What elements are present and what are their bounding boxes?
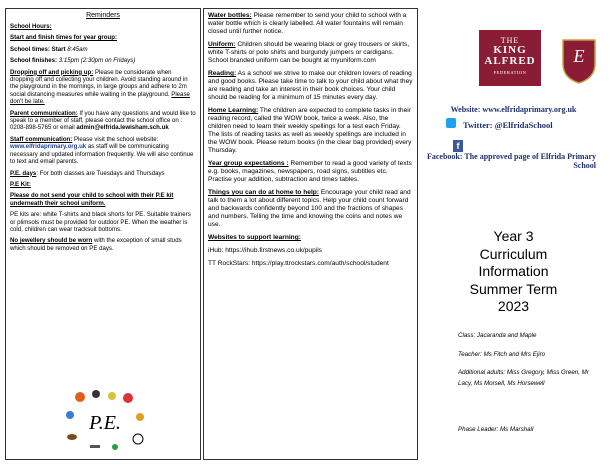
teacher-text: Teacher: Ms Fitch and Mrs Ejiro	[458, 351, 546, 358]
reading-paragraph	[208, 70, 413, 102]
expectations-text: Remember to read a good variety of texts e.g. books, magazines, newspapers, road signs, subtitles etc. Practise your addition, subtraction and times tables.	[208, 160, 412, 183]
help-at-home-heading: Things you can do at home to help:	[208, 189, 319, 196]
parent-communication-paragraph	[10, 110, 196, 132]
school-finish-label: School finishes:	[10, 57, 59, 65]
jewellery-heading: No jewellery should be worn	[10, 237, 93, 245]
school-finish-time: 3:15pm (2:30pm on Fridays)	[58, 57, 136, 65]
svg-text:E: E	[573, 46, 585, 66]
water-bottles-paragraph	[208, 12, 413, 36]
start-finish-heading: Start and finish times for year group:	[10, 34, 117, 42]
uniform-heading: Uniform:	[208, 41, 236, 48]
ttrockstars-link[interactable]: TT RockStars: https://play.ttrockstars.com/auth/school/student	[208, 260, 389, 267]
parent-communication-heading: Parent communication:	[10, 109, 78, 117]
logo-line-1: THE	[500, 36, 520, 45]
pe-kit-heading: P.E Kit:	[10, 180, 31, 188]
title-information: Information	[478, 263, 549, 279]
websites-heading: Websites to support learning:	[208, 234, 301, 241]
logo-line-4: FEDERATION	[493, 70, 527, 75]
pe-kit-note: Please do not send your child to school with their P.E kit underneath their school uniform.	[10, 192, 174, 207]
help-at-home-paragraph	[208, 189, 413, 229]
pe-sports-image	[60, 387, 150, 457]
title-year: Year 3	[493, 228, 534, 244]
drop-off-text: Please be considerate when dropping off and collecting your children. Avoid standing around in the playground in the mornings, in large groups and adhere to 2m social distancing measures while waiting in the playground.	[10, 68, 188, 98]
jewellery-text: with the exception of small studs which should be removed on PE days.	[10, 237, 182, 252]
expectations-paragraph	[208, 160, 413, 184]
water-bottles-heading: Water bottles:	[208, 12, 252, 19]
dont-be-late-text: Please don't be late.	[10, 90, 190, 106]
water-bottles-text: Please remember to send your child to school with a water bottle which is clearly labelled. All water fountains will remain closed until further notice.	[208, 12, 407, 35]
office-email-link[interactable]: admin@elfrida.lewisham.sch.uk	[76, 124, 169, 132]
staff-communication-text-2: as staff will be communicating necessary and updated information frequently. We will also continue to text and email parents.	[10, 143, 194, 166]
additional-adults-text: Additional adults: Miss Gregory, Miss Green, Mr Lacy, Ms Morsell, Ms Horsewell	[458, 369, 589, 387]
help-at-home-text: Encourage your child read and talk to them a lot about different topics. Help your child count forward and backwards confidently beyond 100 and the fractions of shapes and numbers. Telling the time and knowing the coins and notes we use.	[208, 189, 411, 228]
title-year-number: 2023	[497, 298, 530, 314]
school-start-label: School times: Start	[10, 45, 68, 53]
school-hours-heading: School Hours:	[10, 23, 52, 30]
king-alfred-federation-logo	[479, 30, 541, 86]
drop-off-heading: Dropping off and picking up:	[10, 68, 94, 76]
uniform-text: Children should be wearing black or grey trousers or skirts, white T-shirts or polo shirts and burgundy jumpers or cardigans. School branded uniform can be bought at myuniform.com	[208, 41, 410, 64]
facebook-icon: f	[453, 140, 463, 152]
logo-line-3: ALFRED	[484, 55, 536, 67]
reading-text: As a school we strive to make our children lovers of reading and good books. Please take time to talk to your child about what they are reading and take an interest in their book choices. Your child should be reading for a minimum of 15 minutes every day.	[208, 70, 413, 101]
phase-leader-text: Phase Leader: Ms Marshall	[458, 426, 534, 433]
pe-days-paragraph	[10, 170, 196, 177]
parent-communication-text: If you have any questions and would like to speak to a member of staff, please contact the school office on : 0208-898-5765 or email	[10, 109, 196, 132]
logo-line-2: KING	[493, 44, 527, 56]
reminders-title: Reminders	[86, 12, 120, 19]
school-start-time: 8:45am	[67, 45, 88, 53]
ihub-link[interactable]: iHub: https://ihub.firstnews.co.uk/pupils	[208, 247, 322, 254]
pe-kit-text: PE kits are: white T-shirts and black shorts for PE. Suitable trainers or plimsols must be provided for outdoor PE. When the weather is cold, children can wear tracksuit bottoms.	[10, 211, 191, 233]
cover-column	[421, 8, 606, 460]
facebook-text[interactable]: Facebook: The approved page of Elfrida Primary School	[426, 152, 596, 170]
school-website-link[interactable]: www.elfridaprimary.org.uk	[10, 143, 87, 151]
drop-off-paragraph	[10, 69, 196, 106]
reading-heading: Reading:	[208, 70, 237, 77]
home-learning-text: The children are expected to complete tasks in their reading record, called the WOW book, twice a week. Also, the children need to learn their weekly spellings for a test each Friday. The lists of reading tasks as well as weekly spellings are included in the WOW book. Please return books (in the clear bag provided) every Thursday.	[208, 107, 412, 154]
jewellery-paragraph	[10, 237, 196, 252]
expectations-heading: Year group expectations :	[208, 160, 289, 167]
information-column	[203, 8, 418, 460]
home-learning-heading: Home Learning:	[208, 107, 259, 114]
uniform-paragraph	[208, 41, 413, 65]
title-curriculum: Curriculum	[479, 245, 548, 262]
elfrida-crest-logo	[561, 38, 597, 84]
reminders-column	[5, 8, 201, 460]
home-learning-paragraph	[208, 107, 413, 155]
staff-communication-heading: Staff communication:	[10, 135, 73, 143]
title-term: Summer Term	[469, 280, 558, 297]
staff-communication-paragraph	[10, 136, 196, 166]
class-text: Class: Jacaranda and Maple	[458, 332, 537, 339]
pe-days-text: : For both classes are Tuesdays and Thursdays	[36, 169, 165, 177]
twitter-handle[interactable]: Twitter: @ElfridaSchool	[463, 120, 553, 130]
pe-days-heading: P.E. days	[10, 169, 37, 177]
document-title	[421, 228, 606, 316]
pe-image-text: P.E.	[89, 412, 121, 434]
website-text[interactable]: Website: www.elfridaprimary.org.uk	[450, 105, 577, 114]
twitter-icon	[446, 118, 456, 128]
staff-communication-text: Please visit the school website:	[72, 135, 159, 143]
